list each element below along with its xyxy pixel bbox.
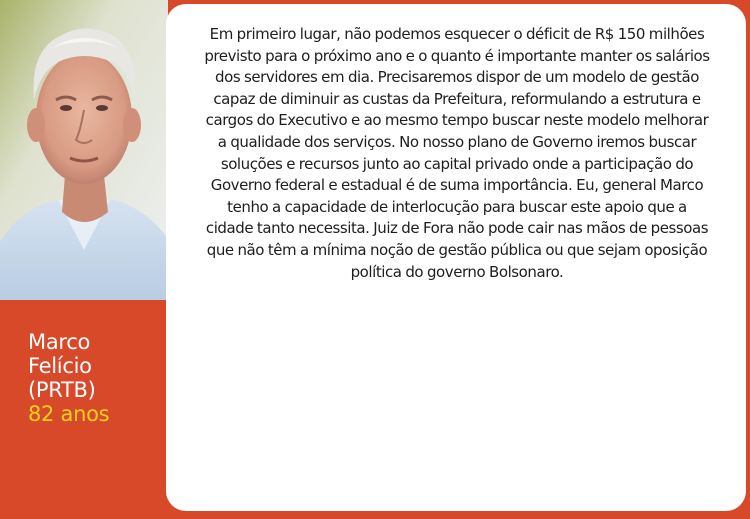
candidate-panel — [0, 0, 168, 519]
candidate-last-name: Felício — [28, 354, 92, 378]
statement-card — [166, 4, 746, 511]
candidate-caption — [28, 330, 163, 426]
portrait-image — [0, 0, 168, 300]
candidate-first-name: Marco — [28, 330, 91, 354]
statement-text: Em primeiro lugar, não podemos esquecer o déficit de R$ 150 milhões previsto para o próximo ano e o quanto é importante manter os salários dos servidores em dia. Precisaremos dispor de um modelo de gestão capaz de diminuir as custas da Prefeitura, reformulando a estrutura e cargos do Executivo e ao mesmo tempo buscar neste modelo melhorar a qualidade dos serviços. No nosso plano de Governo iremos buscar soluções e recursos junto ao capital privado onde a participação do Governo federal e estadual é de suma importância. Eu, general Marco tenho a capacidade de interlocução para buscar este apoio que a cidade tanto necessita. Juiz de Fora não pode cair nas mãos de pessoas que não têm a mínima noção de gestão pública ou que sejam oposição política do governo Bolsonaro. — [204, 25, 710, 281]
candidate-photo — [0, 0, 168, 300]
candidate-age: 82 anos — [28, 402, 110, 426]
candidate-party: (PRTB) — [28, 378, 96, 402]
